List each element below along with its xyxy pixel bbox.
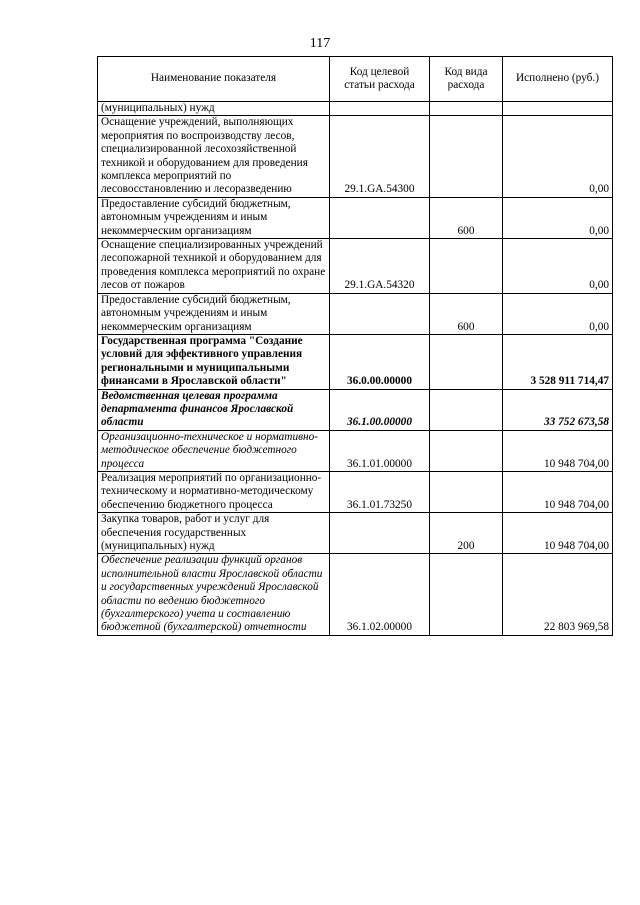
row-executed-amount: 0,00 (503, 197, 613, 238)
row-expense-kind (430, 334, 503, 389)
row-target-code: 29.1.GA.54320 (330, 239, 430, 294)
table-row (98, 389, 613, 430)
row-target-code: 36.1.01.00000 (330, 430, 430, 471)
expenditure-table (97, 56, 613, 636)
header-target-code: Код целевой статьи расхода (330, 57, 430, 102)
row-target-code (330, 513, 430, 554)
table-row (98, 430, 613, 471)
row-indicator-name: Ведомственная целевая программа департамента финансов Ярославской области (98, 389, 330, 430)
row-indicator-name: Организационно-техническое и нормативно-методическое обеспечение бюджетного процесса (98, 430, 330, 471)
header-executed-amount: Исполнено (руб.) (503, 57, 613, 102)
table-row (98, 239, 613, 294)
row-executed-amount: 10 948 704,00 (503, 430, 613, 471)
row-expense-kind (430, 389, 503, 430)
row-executed-amount: 10 948 704,00 (503, 471, 613, 512)
table-row (98, 293, 613, 334)
row-indicator-name: Оснащение специализированных учреждений лесопожарной техникой и оборудованием для проведения комплекса мероприятий по охране лесов от пожаров (98, 239, 330, 294)
table-row (98, 513, 613, 554)
row-target-code (330, 197, 430, 238)
row-executed-amount: 10 948 704,00 (503, 513, 613, 554)
row-expense-kind: 600 (430, 197, 503, 238)
header-indicator-name: Наименование показателя (98, 57, 330, 102)
table-header-row (98, 57, 613, 102)
row-indicator-name: Предоставление субсидий бюджетным, автономным учреждениям и иным некоммерческим организациям (98, 197, 330, 238)
row-expense-kind (430, 116, 503, 197)
table-row (98, 102, 613, 116)
row-indicator-name: Предоставление субсидий бюджетным, автономным учреждениям и иным некоммерческим организациям (98, 293, 330, 334)
table-body (98, 102, 613, 636)
row-target-code (330, 293, 430, 334)
row-executed-amount: 0,00 (503, 293, 613, 334)
row-expense-kind (430, 430, 503, 471)
row-target-code: 36.1.00.00000 (330, 389, 430, 430)
row-expense-kind (430, 554, 503, 635)
row-indicator-name: Обеспечение реализации функций органов исполнительной власти Ярославской области и государственных учреждений Ярославской области по ведению бюджетного (бухгалтерского) учета и составлению бюджетной (бухгалтерской) отчетности (98, 554, 330, 635)
table-row (98, 471, 613, 512)
row-indicator-name: (муниципальных) нужд (98, 102, 330, 116)
row-target-code (330, 102, 430, 116)
row-expense-kind (430, 102, 503, 116)
row-executed-amount: 0,00 (503, 239, 613, 294)
row-indicator-name: Оснащение учреждений, выполняющих мероприятия по воспроизводству лесов, специализированной лесохозяйственной техникой и оборудованием для проведения комплекса мероприятий по лесовосстановлению и лесоразведению (98, 116, 330, 197)
header-expense-kind: Код вида расхода (430, 57, 503, 102)
row-target-code: 36.1.01.73250 (330, 471, 430, 512)
row-executed-amount: 3 528 911 714,47 (503, 334, 613, 389)
row-expense-kind (430, 471, 503, 512)
row-expense-kind (430, 239, 503, 294)
page-number: 117 (309, 36, 331, 51)
row-executed-amount (503, 102, 613, 116)
table-row (98, 554, 613, 635)
row-target-code: 36.0.00.00000 (330, 334, 430, 389)
row-target-code: 36.1.02.00000 (330, 554, 430, 635)
row-target-code: 29.1.GA.54300 (330, 116, 430, 197)
table-row (98, 334, 613, 389)
row-executed-amount: 22 803 969,58 (503, 554, 613, 635)
row-executed-amount: 0,00 (503, 116, 613, 197)
row-expense-kind: 200 (430, 513, 503, 554)
row-indicator-name: Государственная программа "Создание условий для эффективного управления региональными и муниципальными финансами в Ярославской области" (98, 334, 330, 389)
row-indicator-name: Реализация мероприятий по организационно-техническому и нормативно-методическому обеспечению бюджетного процесса (98, 471, 330, 512)
row-executed-amount: 33 752 673,58 (503, 389, 613, 430)
table-row (98, 197, 613, 238)
table-row (98, 116, 613, 197)
row-indicator-name: Закупка товаров, работ и услуг для обеспечения государственных (муниципальных) нужд (98, 513, 330, 554)
row-expense-kind: 600 (430, 293, 503, 334)
